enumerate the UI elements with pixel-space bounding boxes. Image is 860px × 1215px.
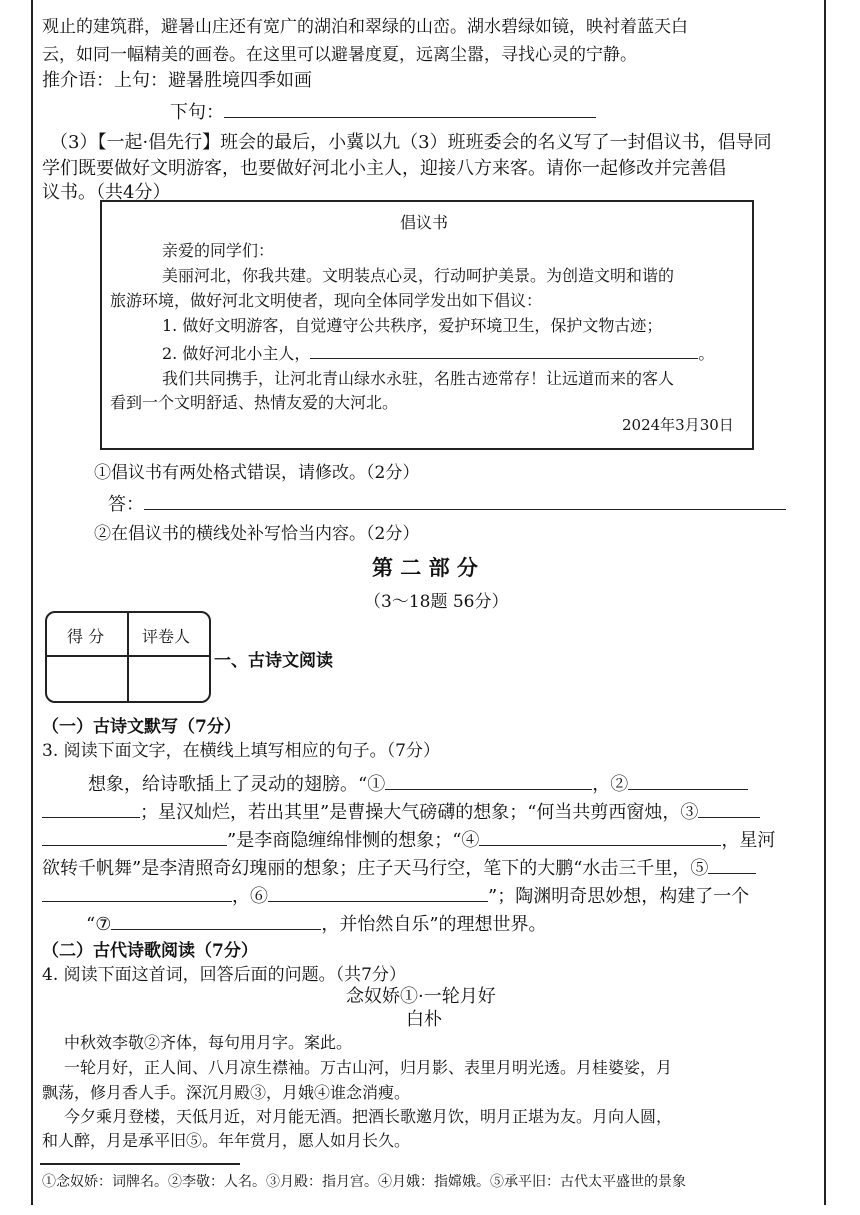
poem-line-2: 飘荡，修月香人手。深沉月殿③，月娥④谁念消瘦。 [42, 1083, 411, 1102]
blank-2-end[interactable] [42, 801, 140, 818]
proposal-item-1: 1. 做好文明游客，自觉遵守公共秩序，爱护环境卫生，保护文物古迹； [162, 316, 663, 335]
proposal-item-2-suffix: 。 [698, 344, 715, 363]
fill-line-4 [42, 854, 756, 880]
answer-label: 答： [108, 494, 144, 515]
question-3: 3. 阅读下面文字，在横线上填写相应的句子。（7分） [42, 741, 440, 761]
proposal-greeting: 亲爱的同学们： [162, 241, 275, 260]
poem-line-3: 今夕乘月登楼，天低月近，对月能无酒。把酒长歌邀月饮，明月正堪为友。月向人圆， [64, 1107, 673, 1126]
fill-text-6: 欲转千帆舞”是李清照奇幻瑰丽的想象；庄子天马行空，笔下的大鹏“水击三千里，⑤ [42, 858, 709, 879]
fill-text-2: ，② [592, 774, 629, 795]
proposal-item-2-blank[interactable] [310, 342, 698, 359]
poem-author: 白朴 [406, 1009, 442, 1030]
q3-line-1: （3）【一起·倡先行】班会的最后，小冀以九（3）班班委会的名义写了一封倡议书，倡导同 [50, 132, 772, 153]
next-answer-blank[interactable] [224, 101, 596, 118]
fill-text-4: ”是李商隐缠绵悱恻的想象；“④ [227, 830, 480, 851]
q3-line-2: 学们既要做好文明游客，也要做好河北小主人，迎接八方来客。请你一起修改并完善倡 [42, 158, 726, 179]
answer-blank[interactable] [144, 493, 786, 510]
page-border-right [824, 0, 826, 1205]
blank-4[interactable] [479, 829, 721, 846]
recommend-line: 推介语：上句：避暑胜境四季如画 [42, 70, 312, 91]
blank-7[interactable] [111, 913, 321, 930]
blank-5-start[interactable] [708, 857, 756, 874]
score-header: 得 分 [67, 627, 105, 646]
blank-3-start[interactable] [698, 801, 760, 818]
blank-1[interactable] [385, 773, 592, 790]
section-a-title: （一）古诗文默写（7分） [42, 717, 241, 737]
sub-question-2: ②在倡议书的横线处补写恰当内容。（2分） [94, 524, 420, 544]
blank-5-end[interactable] [42, 885, 232, 902]
fill-line-2 [42, 798, 760, 824]
proposal-item-2 [162, 341, 714, 364]
blank-2-start[interactable] [628, 773, 748, 790]
proposal-item-2-prefix: 2. 做好河北小主人， [162, 344, 311, 363]
grader-header: 评卷人 [142, 627, 191, 646]
proposal-para2-line2: 看到一个文明舒适、热情友爱的大河北。 [110, 393, 399, 412]
poem-title: 念奴娇①·一轮月好 [346, 986, 496, 1007]
footnote: ①念奴娇：词牌名。②李敬：人名。③月殿：指月宫。④月娥：指嫦娥。⑤承平旧：古代太平盛世的景象 [42, 1174, 686, 1190]
fill-text-5: ，星河 [721, 830, 776, 851]
fill-text-9: “⑦ [86, 914, 112, 935]
fill-line-6 [86, 910, 547, 936]
fill-text-7: ，⑥ [232, 886, 268, 907]
intro-line-2: 云，如同一幅精美的画卷。在这里可以避暑度夏，远离尘嚣，寻找心灵的宁静。 [42, 45, 637, 65]
part2-subtitle: （3～18题 56分） [364, 592, 509, 612]
proposal-para1-line2: 旅游环境，做好河北文明使者，现向全体同学发出如下倡议： [110, 291, 543, 310]
fill-text-3: ；星汉灿烂，若出其里”是曹操大气磅礴的想象；“何当共剪西窗烛，③ [140, 802, 699, 823]
section-1-title: 一、古诗文阅读 [214, 651, 333, 671]
intro-line-1: 观止的建筑群，避暑山庄还有宽广的湖泊和翠绿的山峦。湖水碧绿如镜，映衬着蓝天白 [42, 17, 688, 37]
poem-line-4: 和人醉，月是承平旧⑤。年年赏月，愿人如月长久。 [42, 1131, 411, 1150]
next-line [170, 98, 596, 124]
q3-line-3: 议书。（共4分） [42, 182, 171, 203]
proposal-date: 2024年3月30日 [622, 416, 734, 434]
proposal-title: 倡议书 [400, 213, 449, 232]
fill-line-1 [88, 770, 748, 796]
score-table [45, 611, 211, 703]
proposal-para2-line1: 我们共同携手，让河北青山绿水永驻，名胜古迹常存！让远道而来的客人 [162, 369, 675, 388]
page-border-left [31, 0, 33, 1205]
question-4: 4. 阅读下面这首词，回答后面的问题。（共7分） [42, 965, 406, 985]
fill-line-3 [42, 826, 775, 852]
fill-line-5 [42, 882, 749, 908]
sub-question-1: ①倡议书有两处格式错误，请修改。（2分） [94, 463, 420, 483]
blank-3-end[interactable] [42, 829, 227, 846]
section-b-title: （二）古代诗歌阅读（7分） [42, 941, 258, 961]
next-label: 下句： [170, 102, 224, 123]
fill-text-10: ，并怡然自乐”的理想世界。 [321, 914, 547, 935]
poem-preface: 中秋效李敬②齐体，每句用月字。案此。 [64, 1033, 353, 1052]
fill-text-8: ”；陶渊明奇思妙想，构建了一个 [488, 886, 750, 907]
fill-text-1: 想象，给诗歌插上了灵动的翅膀。“① [88, 774, 386, 795]
score-cell[interactable] [47, 657, 127, 701]
grader-cell[interactable] [129, 657, 209, 701]
proposal-para1-line1: 美丽河北，你我共建。文明装点心灵，行动呵护美景。为创造文明和谐的 [162, 266, 675, 285]
blank-6[interactable] [268, 885, 488, 902]
footnote-rule [40, 1163, 240, 1165]
part2-title: 第 二 部 分 [372, 555, 478, 580]
poem-line-1: 一轮月好，正人间、八月凉生襟袖。万古山河，归月影、表里月明光透。月桂婆娑，月 [64, 1058, 673, 1077]
answer-line [108, 490, 786, 516]
